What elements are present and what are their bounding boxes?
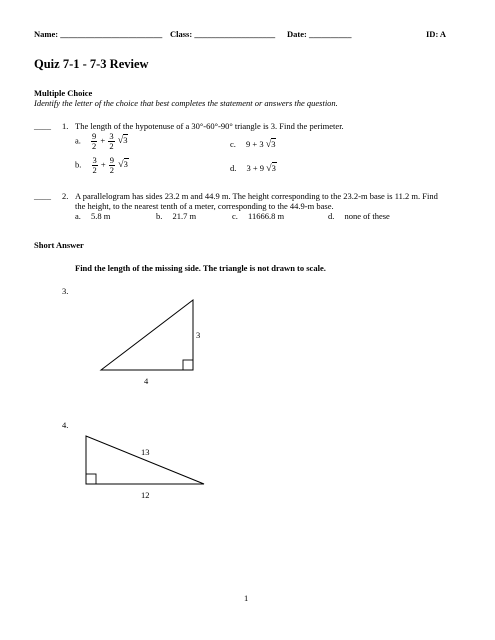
choice-letter: b.	[156, 211, 163, 221]
plus-sign: +	[100, 159, 106, 170]
radicand: 3	[271, 139, 276, 149]
q4-triangle	[86, 436, 204, 484]
q4-number: 4.	[62, 420, 69, 430]
choice-letter: b.	[75, 159, 82, 170]
choice-text: 9 + 3	[246, 139, 264, 149]
radical-icon: √	[266, 163, 272, 174]
q2-text-line2: the height, to the nearest tenth of a meter, corresponding to the 44.9-m base.	[75, 201, 334, 211]
radical-icon: √	[118, 159, 124, 171]
right-angle-marker	[183, 360, 193, 370]
choice-letter: c.	[230, 139, 236, 149]
id-label: ID: A	[426, 29, 447, 39]
class-blank: ___________________	[194, 29, 276, 39]
class-label: Class:	[170, 29, 193, 39]
q1-answer-blank: ____	[34, 121, 51, 131]
q4-side-bottom-label: 12	[141, 490, 150, 500]
denominator: 2	[109, 165, 115, 175]
radical-icon: √	[117, 135, 124, 147]
q4-hypotenuse-label: 13	[141, 447, 150, 457]
q3-side-right-label: 3	[196, 330, 201, 340]
numerator: 9	[92, 131, 97, 141]
choice-text: none of these	[344, 211, 390, 221]
radicand: 3	[271, 163, 276, 173]
page-number: 1	[244, 593, 249, 603]
plus-sign: +	[100, 135, 106, 146]
choice-text: 21.7 m	[172, 211, 197, 221]
right-angle-marker	[86, 474, 96, 484]
choice-text: 5.8 m	[91, 211, 111, 221]
q4-triangle-shape	[86, 436, 204, 484]
q1-text: The length of the hypotenuse of a 30°-60°-90° triangle is 3. Find the perimeter.	[75, 121, 344, 131]
choice-text: 3 + 9	[246, 163, 265, 173]
radicand: 3	[123, 159, 128, 170]
q2-number: 2.	[62, 191, 69, 201]
choice-text: 11666.8 m	[248, 211, 285, 221]
q3-triangle	[101, 300, 193, 370]
choice-letter: a.	[75, 135, 81, 146]
name-blank: ________________________	[60, 29, 163, 39]
name-label: Name:	[34, 29, 59, 39]
multiple-choice-heading: Multiple Choice	[34, 88, 93, 98]
denominator: 2	[92, 141, 97, 151]
date-blank: __________	[308, 29, 352, 39]
q3-side-bottom-label: 4	[144, 376, 149, 386]
date-label: Date:	[287, 29, 307, 39]
numerator: 3	[92, 155, 97, 165]
q3-triangle-shape	[101, 300, 193, 370]
q3-number: 3.	[62, 286, 69, 296]
radicand: 3	[123, 135, 128, 146]
multiple-choice-instruction: Identify the letter of the choice that best completes the statement or answers the question.	[34, 98, 338, 108]
denominator: 2	[92, 165, 97, 175]
numerator: 3	[109, 131, 114, 141]
page-title: Quiz 7-1 - 7-3 Review	[34, 57, 149, 71]
denominator: 2	[109, 141, 114, 151]
choice-letter: d.	[328, 211, 335, 221]
choice-letter: d.	[230, 163, 237, 173]
numerator: 9	[109, 155, 115, 165]
choice-letter: c.	[232, 211, 238, 221]
q1-number: 1.	[62, 121, 69, 131]
q2-answer-blank: ____	[34, 191, 51, 201]
short-answer-heading: Short Answer	[34, 240, 84, 250]
q2-text-line1: A parallelogram has sides 23.2 m and 44.9 m. The height corresponding to the 23.2-m base is 11.2 m. Find	[75, 191, 438, 201]
radical-icon: √	[265, 139, 272, 150]
choice-letter: a.	[75, 211, 81, 221]
short-answer-instruction: Find the length of the missing side. The triangle is not drawn to scale.	[75, 263, 326, 273]
